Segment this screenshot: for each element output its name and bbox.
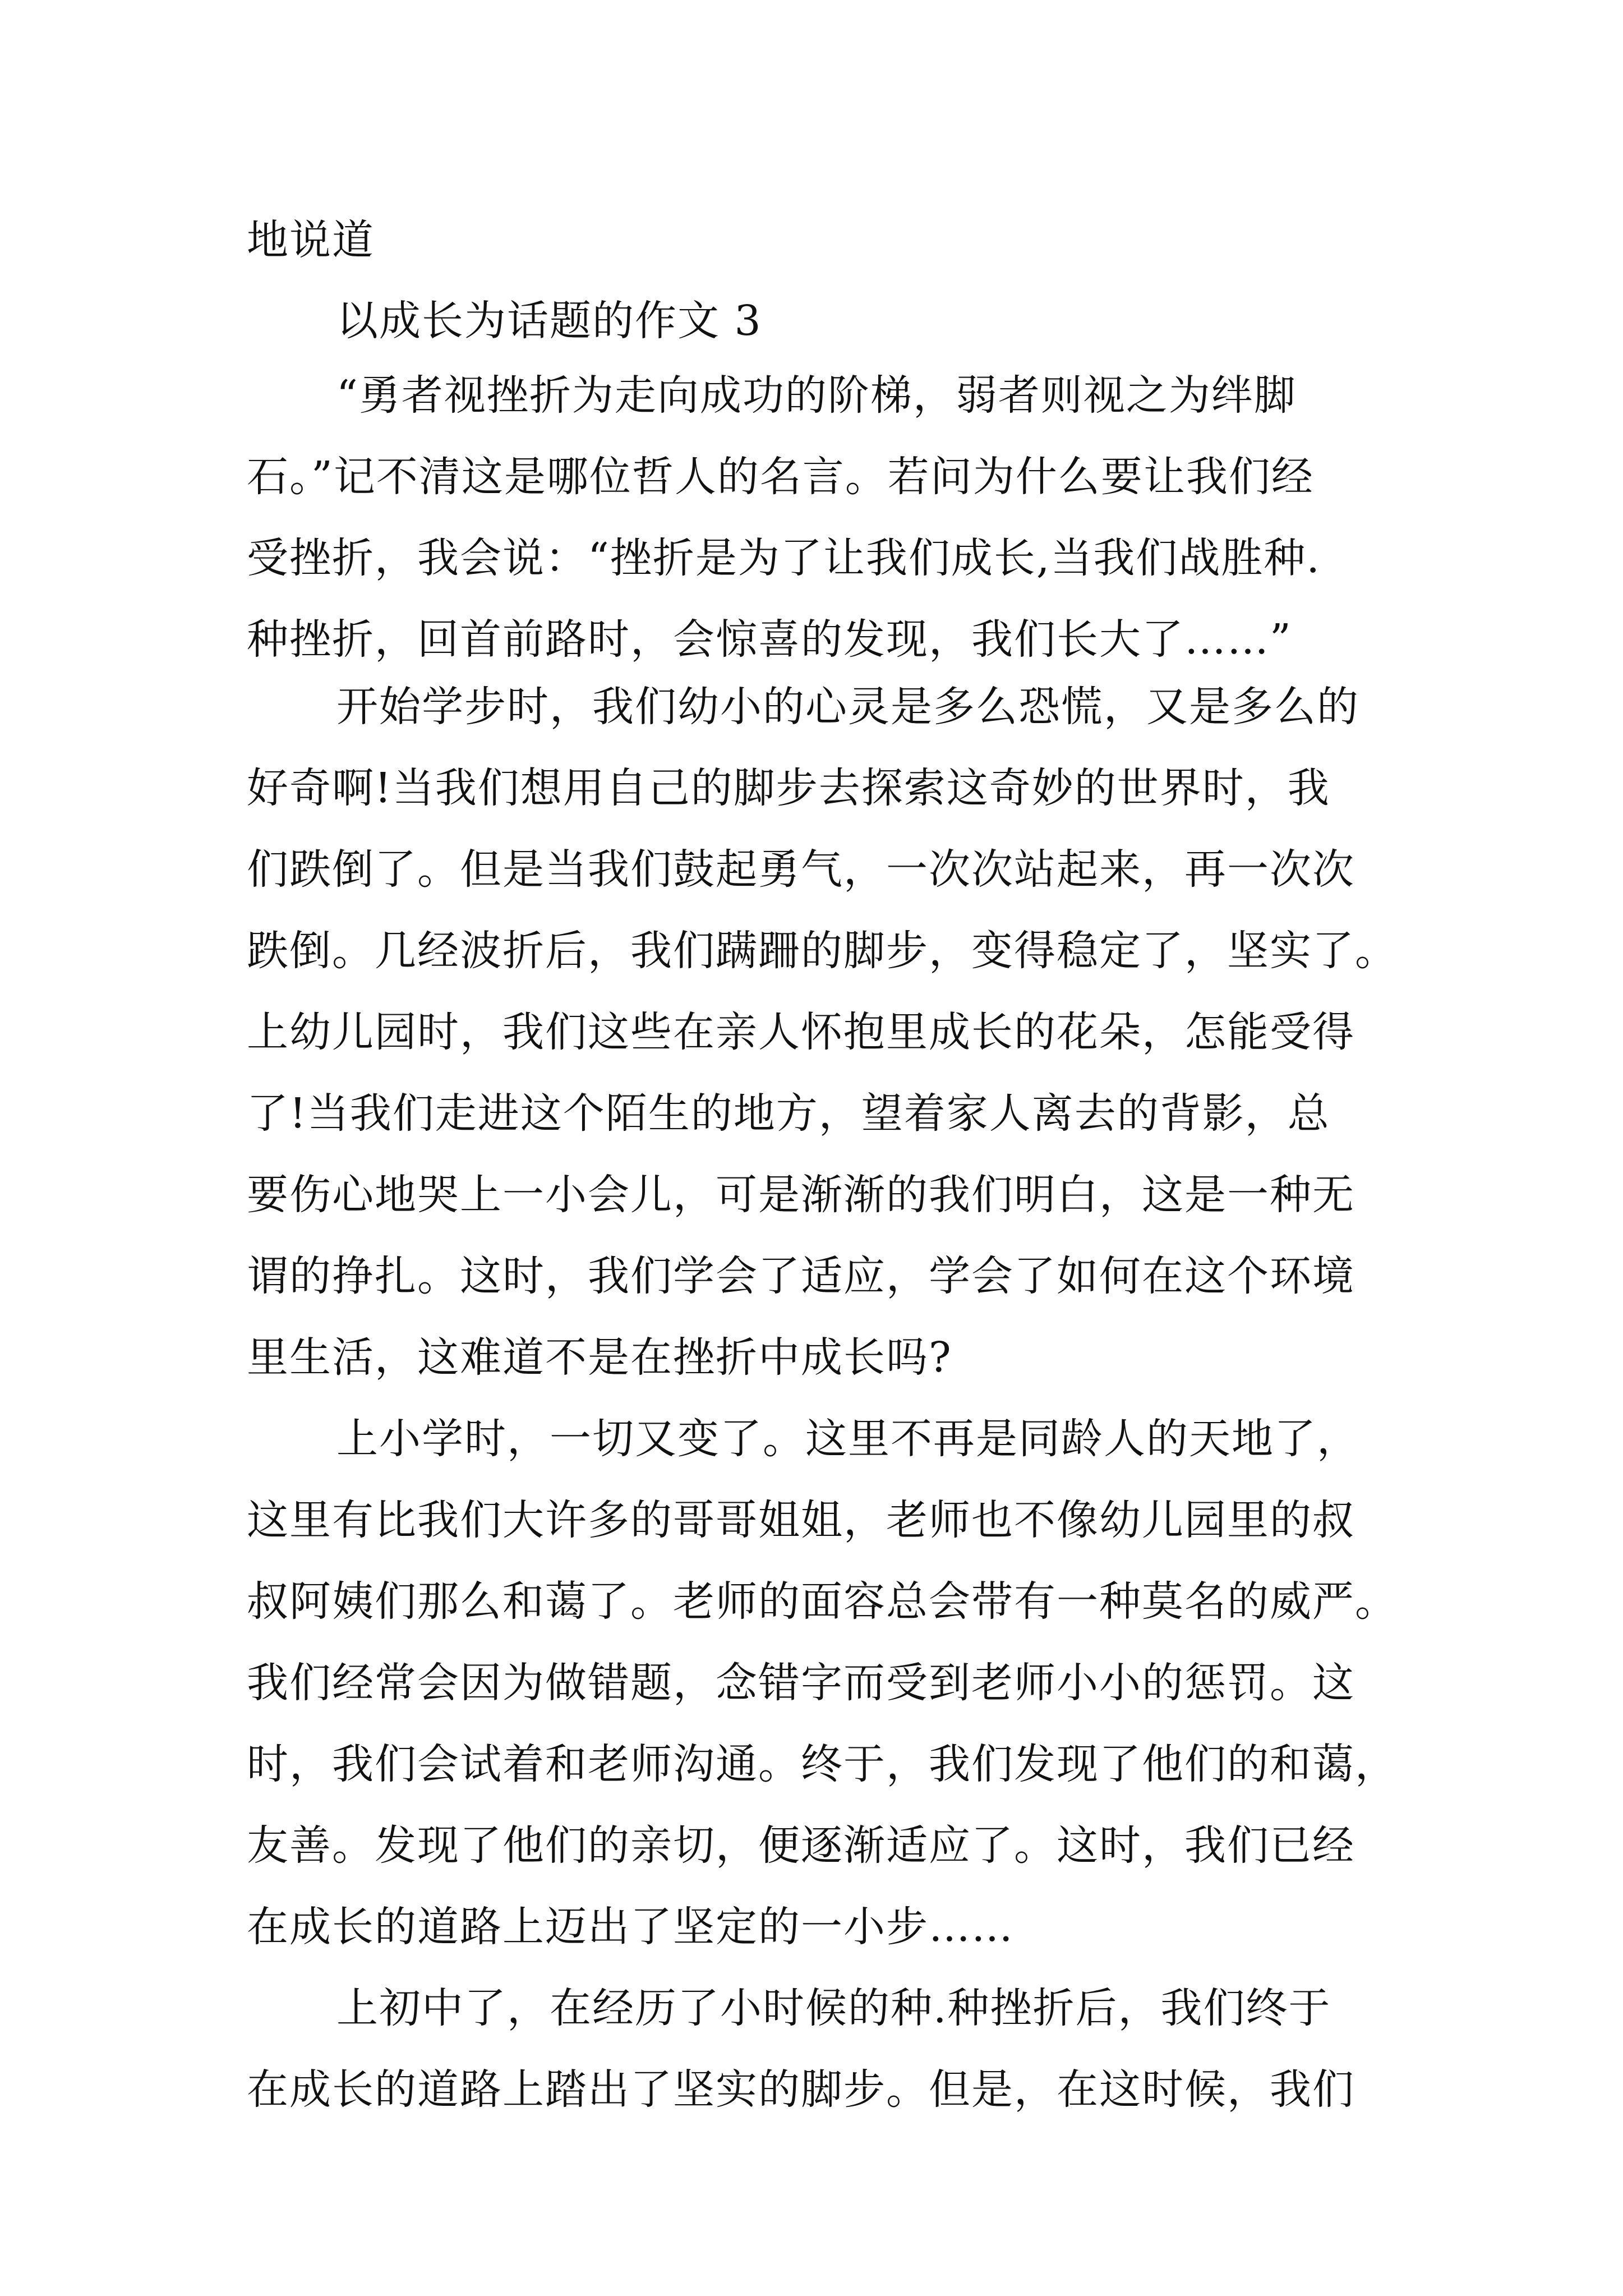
text-line: 上幼儿园时，我们这些在亲人怀抱里成长的花朵，怎能受得 bbox=[247, 1008, 1355, 1056]
text-line: 们跌倒了。但是当我们鼓起勇气，一次次站起来，再一次次 bbox=[247, 845, 1355, 894]
text-line: 要伤心地哭上一小会儿，可是渐渐的我们明白，这是一种无 bbox=[247, 1171, 1355, 1219]
essay-title: 以成长为话题的作文 3 bbox=[336, 297, 762, 345]
text-line: 种挫折，回首前路时，会惊喜的发现，我们长大了……” bbox=[247, 615, 1292, 664]
text-line: 地说道 bbox=[247, 216, 375, 264]
text-line: 跌倒。几经波折后，我们蹒跚的脚步，变得稳定了，坚实了。 bbox=[247, 927, 1398, 975]
text-line: 上初中了，在经历了小时候的种.种挫折后，我们终于 bbox=[336, 1984, 1331, 2032]
text-line: 石。”记不清这是哪位哲人的名言。若问为什么要让我们经 bbox=[247, 453, 1314, 501]
text-line: 里生活，这难道不是在挫折中成长吗? bbox=[247, 1333, 952, 1382]
text-line: 开始学步时，我们幼小的心灵是多么恐慌，又是多么的 bbox=[336, 683, 1359, 731]
text-line: 了!当我们走进这个陌生的地方，望着家人离去的背影，总 bbox=[247, 1089, 1330, 1138]
text-line: 上小学时，一切又变了。这里不再是同龄人的天地了， bbox=[336, 1415, 1359, 1463]
text-line: 谓的挣扎。这时，我们学会了适应，学会了如何在这个环境 bbox=[247, 1252, 1355, 1300]
text-line: 我们经常会因为做错题，念错字而受到老师小小的惩罚。这 bbox=[247, 1659, 1355, 1707]
text-line: 在成长的道路上迈出了坚定的一小步…… bbox=[247, 1903, 1014, 1951]
text-line: 在成长的道路上踏出了坚实的脚步。但是，在这时候，我们 bbox=[247, 2065, 1355, 2114]
text-line: 这里有比我们大许多的哥哥姐姐，老师也不像幼儿园里的叔 bbox=[247, 1496, 1355, 1544]
text-line: 友善。发现了他们的亲切，便逐渐适应了。这时，我们已经 bbox=[247, 1821, 1355, 1870]
text-line: “勇者视挫折为走向成功的阶梯，弱者则视之为绊脚 bbox=[336, 371, 1297, 420]
text-line: 受挫折，我会说：“挫折是为了让我们成长,当我们战胜种. bbox=[247, 534, 1321, 582]
text-line: 叔阿姨们那么和蔼了。老师的面容总会带有一种莫名的威严。 bbox=[247, 1577, 1398, 1626]
text-line: 好奇啊!当我们想用自己的脚步去探索这奇妙的世界时，我 bbox=[247, 764, 1330, 812]
text-line: 时，我们会试着和老师沟通。终于，我们发现了他们的和蔼， bbox=[247, 1740, 1398, 1788]
